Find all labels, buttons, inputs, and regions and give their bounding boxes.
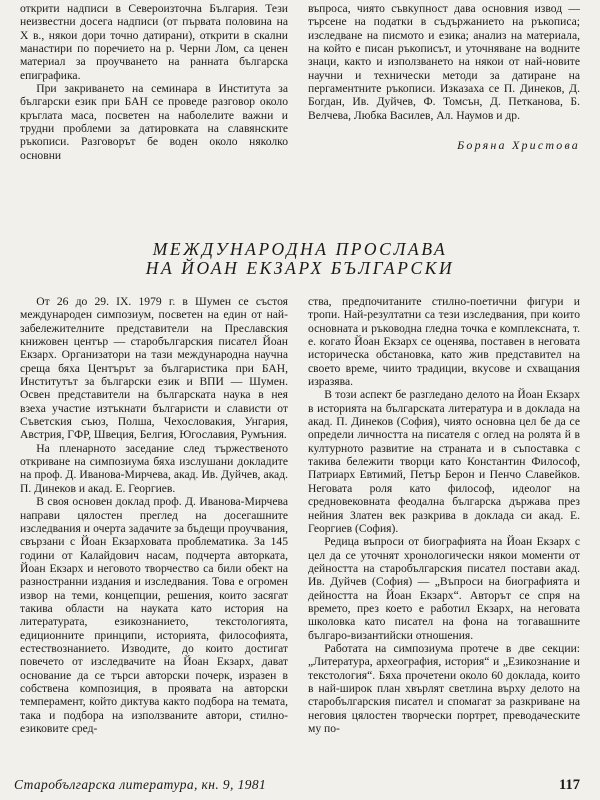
- paragraph: Редица въпроси от биографията на Йоан Екзарх с цел да се уточнят хронологически някои моменти от дейността на старобългарския писател постави акад. Ив. Дуйчев (София) — „Въпроси на биографията и дейността на Йоан Екзарх“. Авторът се спря на времето, през което е работил Екзарх, на неговата школовка като писател на фона на тогавашните българо-византийски отношения.: [308, 535, 580, 642]
- article-title-line-1: МЕЖДУНАРОДНА ПРОСЛАВА: [152, 239, 448, 259]
- top-article-left-column: [20, 2, 288, 162]
- paragraph: От 26 до 29. IX. 1979 г. в Шумен се състоя международен симпозиум, посветен на един от най-забележителните представители на Преславския книжовен център — старобългарския писател Йоан Екзарх. Организатори на тази международна научна среща бяха Центърът за българистика при БАН, Институтът за български език и ВПИ — Шумен. Освен представители на българската наука в нея взеха участие изтъкнати българисти и слависти от Съветския съюз, Полша, Чехословакия, Унгария, Австрия, ГФР, Швеция, Белгия, Югославия, Румъния.: [20, 295, 288, 442]
- author-signature: Боряна Христова: [457, 138, 580, 152]
- main-article-left-column: [20, 295, 288, 735]
- paragraph: При закриването на семинара в Института за български език при БАН се проведе разговор около кръглата маса, посветен на наболелите важни и трудни проблеми за датировката на славянските ръкописи. Разговорът бе воден около няколко основни: [20, 82, 288, 162]
- paragraph: В този аспект бе разгледано делото на Йоан Екзарх в историята на българската литература и в доклада на акад. П. Динеков (София), чиято основна цел бе да се определи личността на писателя с оглед на ролята й в културното развитие на страната и в съпоставка с такива бележити творци като Константин Философ, Патриарх Евтимий, Петър Берон и Пенчо Славейков. Неговата роля като философ, идеолог на средновековната феодална българска държава през нейния Златен век разкрива в доклада си акад. Е. Георгиев (София).: [308, 388, 580, 535]
- paragraph: открити надписи в Североизточна България. Тези неизвестни досега надписи (от първата половина на X в., някои дори точно датирани), открити в скални манастири по поречието на р. Черни Лом, са ценен материал за проучването на ранната българска епиграфика.: [20, 2, 288, 82]
- paragraph: На пленарното заседание след тържественото откриване на симпозиума бяха изслушани докладите на проф. Д. Иванова-Мирчева, акад. Ив. Дуйчев, акад. П. Динеков и акад. Е. Георгиев.: [20, 441, 288, 495]
- journal-footer: Старобългарска литература, кн. 9, 1981: [14, 777, 267, 792]
- page-number: 117: [559, 777, 580, 793]
- article-title-line-2: НА ЙОАН ЕКЗАРХ БЪЛГАРСКИ: [145, 258, 455, 278]
- paragraph: Работата на симпозиума протече в две секции: „Литература, археография, история“ и „Езикознание и текстология“. Бяха прочетени около 60 доклада, които в най-широк план хвърлят светлина върху делото на старобългарския писател и спомагат за разкриване на неговия цялостен творчески портрет, преводаческите му по-: [308, 641, 580, 735]
- paragraph: въпроса, чиято съвкупност дава основния извод — търсене на податки в съдържанието на ръкописа; изследване на писмото и езика; анализ на материала, на който е писан ръкописът, и уточняване на водните знаци, както и използването на някои от най-новите научни и технически методи за датиране на пергаментните ръкописи. Изказаха се П. Динеков, Д. Богдан, Ив. Дуйчев, Ф. Томсън, Д. Петканова, Б. Велчева, Любка Василев, Ал. Наумов и др.: [308, 2, 580, 122]
- paragraph: ства, предпочитаните стилно-поетични фигури и тропи. Най-резултатни са тези изследвания, при които основната и ръководна гледна точка е комплексната, т. е. когато Йоан Екзарх се оценява, поставен в неговата историческа обстановка, като жив представител на своето време, чиито традиции, вкусове и схващания изразява.: [308, 295, 580, 389]
- top-article-right-column: [308, 2, 580, 122]
- main-article-right-column: [308, 295, 580, 735]
- paragraph: В своя основен доклад проф. Д. Иванова-Мирчева направи цялостен преглед на досегашните изследвания и очерта задачите за бъдещи проучвания, свързани с Йоан Екзарховата проблематика. За 145 години от Калайдович насам, подчерта авторката, Йоан Екзарх и неговото творчество са били обект на разностранни издания и изследвания. Това е огромен извор на теми, концепции, решения, които засягат такива области на науката като история на литературата, езикознанието, текстологията, едиционните принципи, историята, философията, естествознанието. Изводите, до които достигат повечето от изследвачите на Йоан Екзарх, дават основание да се търси авторски почерк, изразен в собствена композиция, в проявата на авторски темперамент, който диктува както подбора на темата, така и подбора на използваните автори, стилно-езиковите сред-: [20, 495, 288, 735]
